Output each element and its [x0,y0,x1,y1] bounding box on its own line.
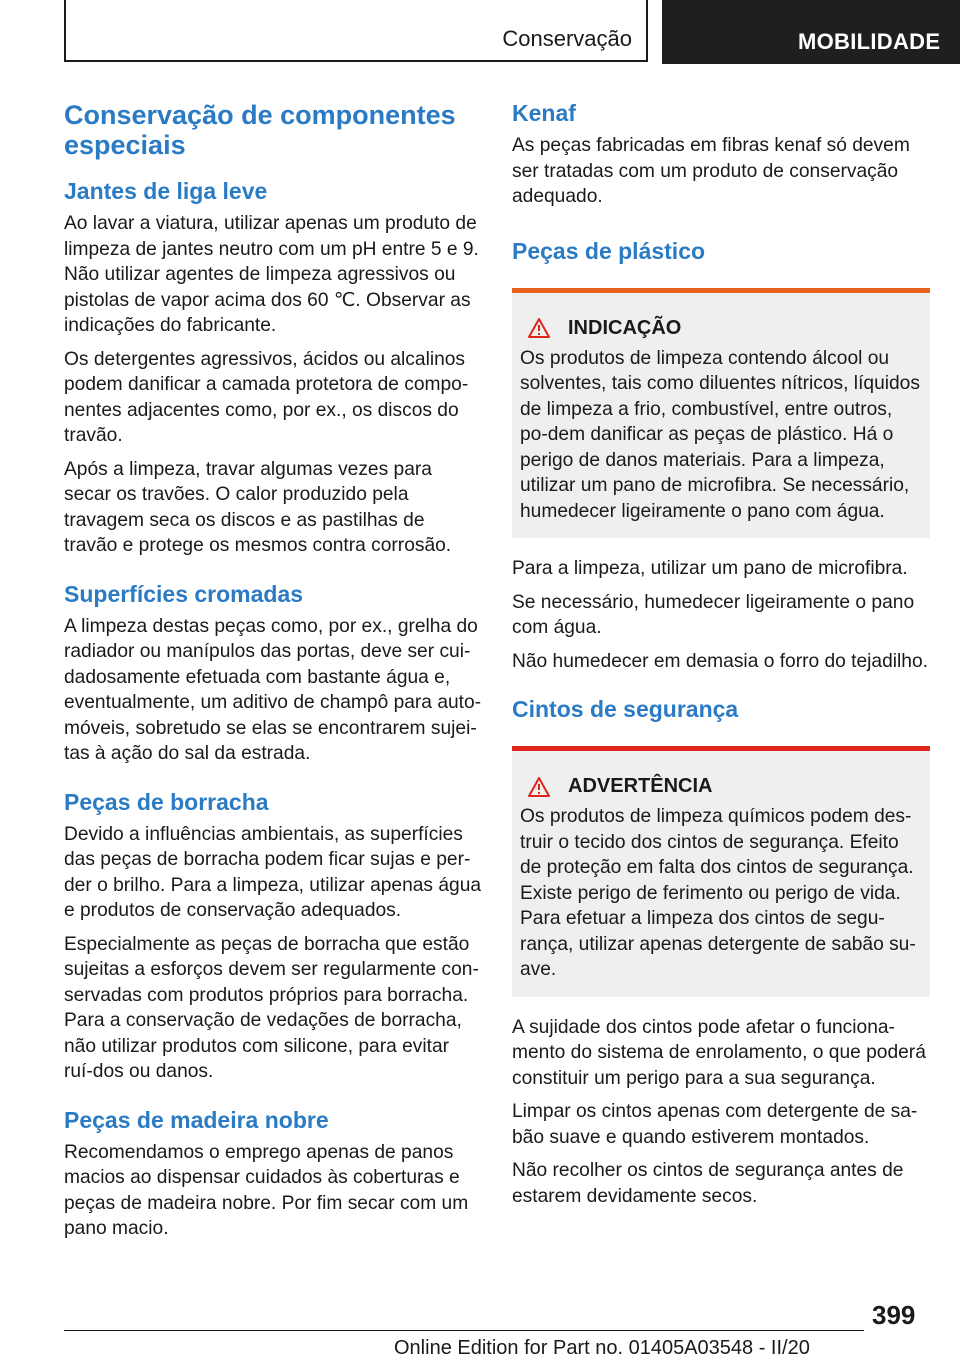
chapter-tab: MOBILIDADE [662,0,960,64]
note-title: INDICAÇÃO [568,316,682,339]
paragraph: Devido a influências ambientais, as superfícies das peças de borracha podem ficar sujas e per‐der o brilho. Para a limpeza, utilizar apenas água e produtos de conservação adequados. [64,823,482,921]
warning-callout [512,746,930,997]
warning-triangle-icon [528,318,550,338]
page-title: Conservação de componentes especiais [64,100,456,160]
heading-plastico: Peças de plástico [512,237,706,264]
heading-kenaf: Kenaf [512,100,576,126]
paragraph: Limpar os cintos apenas com detergente de sa‐bão suave e quando estiverem montados. [512,1101,918,1148]
heading-madeira: Peças de madeira nobre [64,1106,329,1133]
paragraph: Especialmente as peças de borracha que estão sujeitas a esforços devem ser regularmente con‐servadas com produtos próprios para borracha. Para a conservação de vedações de borracha, não utilizar produtos com silicone, para evitar ruí‐dos ou danos. [64,933,479,1082]
paragraph: Não recolher os cintos de segurança antes de estarem devidamente secos. [512,1160,904,1207]
paragraph: Para a limpeza, utilizar um pano de microfibra. [512,558,908,579]
left-column [64,100,482,1250]
right-column [512,100,930,1217]
warning-title: ADVERTÊNCIA [568,775,713,797]
page-number: 399 [872,1300,916,1330]
paragraph: Os detergentes agressivos, ácidos ou alcalinos podem danificar a camada protetora de compo‐nentes adjacentes como, por ex., os discos do travão. [64,348,469,446]
heading-jantes: Jantes de liga leve [64,178,268,204]
paragraph: A sujidade dos cintos pode afetar o funciona‐mento do sistema de enrolamento, o que poderá constituir um perigo para a sua segurança. [512,1016,926,1089]
footer-rule [64,1330,864,1331]
paragraph: Não humedecer em demasia o forro do tejadilho. [512,650,928,672]
paragraph: Após a limpeza, travar algumas vezes para secar os travões. O calor produzido pela travagem seca os discos e as pastilhas de travão e protege os mesmos contra corrosão. [64,458,452,556]
page-header [0,0,960,66]
header-frame [64,0,648,62]
paragraph: As peças fabricadas em fibras kenaf só devem ser tratadas com um produto de conservação adequado. [512,135,910,207]
section-title: Conservação [502,26,632,51]
heading-cromadas: Superfícies cromadas [64,580,304,607]
paragraph: Recomendamos o emprego apenas de panos macios ao dispensar cuidados às coberturas e peças de madeira nobre. Por fim secar com um pano macio. [64,1141,469,1239]
warning-triangle-icon [528,777,550,797]
warning-text: Os produtos de limpeza químicos podem des‐truir o tecido dos cintos de segurança. Efeito de proteção em falta dos cintos de segurança. Existe perigo de ferimento ou perigo de vida. Para efetuar a limpeza dos cintos de segu‐rança, utilizar apenas detergente de sabão su‐ave. [520,806,916,980]
heading-borracha: Peças de borracha [64,788,269,815]
note-callout [512,288,930,539]
paragraph: Ao lavar a viatura, utilizar apenas um produto de limpeza de jantes neutro com um pH entre 5 e 9. Não utilizar agentes de limpeza agressivos ou pistolas de vapor acima dos 60 ℃. Observar as indicações do fabricante. [64,213,479,336]
paragraph: Se necessário, humedecer ligeiramente o pano com água. [512,591,915,638]
edition-note: Online Edition for Part no. 01405A03548 - II/20 [394,1337,810,1359]
paragraph: A limpeza destas peças como, por ex., grelha do radiador ou manípulos das portas, deve ser cui‐dadosamente efetuada com bastante água e, eventualmente, um aditivo de champô para auto‐móveis, sobretudo se elas se encontrarem sujei‐tas à ação do sal da estrada. [64,615,482,764]
heading-cintos: Cintos de segurança [512,696,739,722]
note-text: Os produtos de limpeza contendo álcool ou solventes, tais como diluentes nítricos, líquidos de limpeza a frio, combustível, entre outros, po‐dem danificar as peças de plástico. Há o perigo de danos materiais. Para a limpeza, utilizar um pano de microfibra. Se necessário, humedecer ligeiramente o pano com água. [520,347,920,522]
